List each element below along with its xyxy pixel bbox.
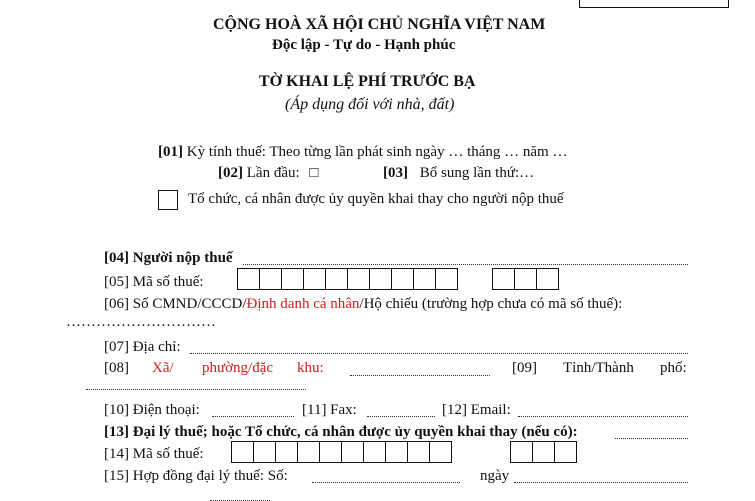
supp-code: [03] <box>383 165 408 181</box>
tax-code-suffix-cell[interactable] <box>536 268 559 290</box>
id-number-dots[interactable]: ………………………… <box>66 314 216 330</box>
id-prefix: [06] Số CMND/CCCD/ <box>104 296 247 312</box>
province-code: [09] <box>512 360 537 376</box>
agency-contract-label: [15] Hợp đồng đại lý thuế: Số: <box>104 468 288 484</box>
tax-code-boxes[interactable] <box>237 268 458 290</box>
form-subtitle: (Áp dụng đối với nhà, đất) <box>285 96 455 113</box>
address-label: [07] Địa chỉ: <box>104 339 181 355</box>
agent-tax-code-cell[interactable] <box>319 441 342 463</box>
supplement-line <box>383 165 534 182</box>
agent-tax-code-cell[interactable] <box>429 441 452 463</box>
tax-code-cell[interactable] <box>347 268 370 290</box>
province-dots[interactable] <box>86 389 306 390</box>
tax-code-cell[interactable] <box>325 268 348 290</box>
country-heading: CỘNG HOÀ XÃ HỘI CHỦ NGHĨA VIỆT NAM <box>213 16 546 33</box>
fax-dots[interactable] <box>367 416 435 417</box>
tax-code-cell[interactable] <box>369 268 392 290</box>
tax-code-suffix-cell[interactable] <box>514 268 537 290</box>
agency-contract-date-label: ngày <box>480 468 510 484</box>
top-right-frame <box>579 0 729 8</box>
tax-code-cell[interactable] <box>435 268 458 290</box>
agency-contract-dots[interactable] <box>312 482 460 483</box>
period-text: Kỳ tính thuế: Theo từng lần phát sinh ngày … tháng … năm … <box>186 144 568 160</box>
ward-label-1: Xã/ <box>152 360 174 376</box>
period-line <box>158 144 567 161</box>
tax-code-cell[interactable] <box>281 268 304 290</box>
agent-tax-code-cell[interactable] <box>253 441 276 463</box>
tax-code-cell[interactable] <box>237 268 260 290</box>
agent-tax-code-cell[interactable] <box>297 441 320 463</box>
email-dots[interactable] <box>518 416 688 417</box>
id-red: Định danh cá nhân <box>246 296 360 312</box>
id-suffix: /Hộ chiếu (trường hợp chưa có mã số thuế): <box>359 296 623 312</box>
agent-label: [13] Đại lý thuế; hoặc Tổ chức, cá nhân được ủy quyền khai thay (nếu có): <box>104 424 578 440</box>
agent-tax-code-cell[interactable] <box>385 441 408 463</box>
agent-tax-code-suffix-cell[interactable] <box>554 441 577 463</box>
first-time-line <box>218 165 318 182</box>
ward-label-2: phường/đặc <box>202 360 274 376</box>
province-label-1: Tỉnh/Thành <box>563 360 634 376</box>
agent-tax-code-boxes[interactable] <box>231 441 452 463</box>
agent-dots[interactable] <box>615 438 688 439</box>
first-code: [02] <box>218 165 243 181</box>
phone-label: [10] Điện thoại: <box>104 402 200 418</box>
ward-code: [08] <box>104 360 129 376</box>
authorized-label: Tổ chức, cá nhân được ủy quyền khai thay cho người nộp thuế <box>188 191 564 207</box>
address-dots[interactable] <box>190 353 688 354</box>
phone-dots[interactable] <box>212 416 294 417</box>
province-label-2: phố: <box>660 360 687 376</box>
agent-tax-code-cell[interactable] <box>363 441 386 463</box>
first-label: Lần đầu: <box>246 165 300 181</box>
tax-code-suffix-boxes[interactable] <box>492 268 559 290</box>
agent-tax-code-suffix-boxes[interactable] <box>510 441 577 463</box>
ward-label-3: khu: <box>297 360 324 376</box>
fax-label: [11] Fax: <box>302 402 357 418</box>
id-number-line <box>104 296 622 313</box>
agent-tax-code-label: [14] Mã số thuế: <box>104 446 204 462</box>
supp-label: Bổ sung lần thứ:… <box>419 165 535 181</box>
agent-tax-code-cell[interactable] <box>341 441 364 463</box>
tax-code-cell[interactable] <box>259 268 282 290</box>
form-title: TỜ KHAI LỆ PHÍ TRƯỚC BẠ <box>259 73 476 90</box>
agent-tax-code-cell[interactable] <box>231 441 254 463</box>
tax-code-label: [05] Mã số thuế: <box>104 274 204 290</box>
authorized-checkbox[interactable] <box>158 190 178 210</box>
agency-contract-date-dots[interactable] <box>514 482 688 483</box>
period-code: [01] <box>158 144 183 160</box>
tax-code-cell[interactable] <box>391 268 414 290</box>
taxpayer-label: [04] Người nộp thuế <box>104 250 233 266</box>
agent-tax-code-cell[interactable] <box>407 441 430 463</box>
agent-tax-code-cell[interactable] <box>275 441 298 463</box>
motto: Độc lập - Tự do - Hạnh phúc <box>272 37 456 53</box>
tax-code-suffix-cell[interactable] <box>492 268 515 290</box>
first-time-checkbox[interactable]: □ <box>309 165 319 181</box>
agent-tax-code-suffix-cell[interactable] <box>510 441 533 463</box>
agent-tax-code-suffix-cell[interactable] <box>532 441 555 463</box>
ward-dots[interactable] <box>350 375 490 376</box>
tax-code-cell[interactable] <box>413 268 436 290</box>
email-label: [12] Email: <box>442 402 511 418</box>
tax-code-cell[interactable] <box>303 268 326 290</box>
taxpayer-dots[interactable] <box>243 264 688 265</box>
